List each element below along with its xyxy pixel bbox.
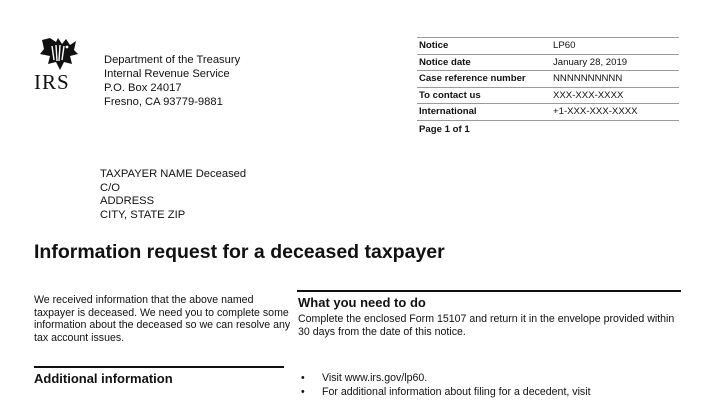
section-divider: [297, 290, 681, 292]
recipient-line: ADDRESS: [100, 195, 155, 207]
received-info-paragraph: We received information that the above named taxpayer is deceased. We need you to complete some information about the deceased so we can resolve any tax account issues.: [34, 294, 291, 344]
list-item-text: Visit www.irs.gov/lp60.: [322, 372, 428, 384]
recipient-address: [100, 168, 246, 222]
sender-address: [104, 53, 240, 109]
recipient-line: CITY, STATE ZIP: [100, 208, 186, 221]
notice-date-value: January 28, 2019: [551, 54, 679, 71]
notice-date-label: Notice date: [417, 54, 551, 71]
contact-phone-value: XXX-XXX-XXXX: [551, 87, 679, 104]
page-title: Information request for a deceased taxpayer: [34, 241, 445, 263]
page-number: Page 1 of 1: [419, 124, 470, 135]
additional-info-list: [298, 371, 698, 399]
recipient-line: C/O: [100, 181, 120, 194]
notice-value: LP60: [551, 38, 679, 55]
additional-info-heading: Additional information: [34, 371, 173, 386]
sender-line: P.O. Box 24017: [104, 82, 182, 94]
sender-line: Fresno, CA 93779-9881: [104, 96, 223, 108]
list-item-text: For additional information about filing for a decedent, visit: [322, 386, 591, 398]
recipient-line: TAXPAYER NAME Deceased: [100, 168, 247, 180]
what-you-need-heading: What you need to do: [298, 295, 426, 310]
sender-line: Department of the Treasury: [104, 54, 241, 66]
irs-logo-text: IRS: [34, 70, 70, 94]
international-phone-value: +1-XXX-XXX-XXXX: [551, 104, 679, 121]
bullet-icon: •: [301, 386, 305, 398]
table-row: [417, 38, 679, 55]
table-row: [417, 87, 679, 104]
bullet-icon: •: [301, 372, 305, 384]
irs-eagle-icon: [36, 36, 80, 72]
section-divider: [34, 366, 284, 368]
notice-label: Notice: [417, 38, 551, 55]
table-row: [417, 71, 679, 88]
notice-info-table: [417, 37, 679, 121]
case-reference-value: NNNNNNNNNN: [551, 71, 679, 88]
table-row: [417, 54, 679, 71]
irs-logo: [34, 36, 84, 100]
list-item: [298, 371, 698, 385]
table-row: [417, 104, 679, 121]
case-reference-label: Case reference number: [417, 71, 551, 88]
contact-label: To contact us: [417, 87, 551, 104]
list-item: [298, 385, 698, 399]
what-you-need-body: Complete the enclosed Form 15107 and return it in the envelope provided within 30 days from the date of this notice.: [298, 313, 675, 338]
international-label: International: [417, 104, 551, 121]
sender-line: Internal Revenue Service: [104, 68, 230, 80]
